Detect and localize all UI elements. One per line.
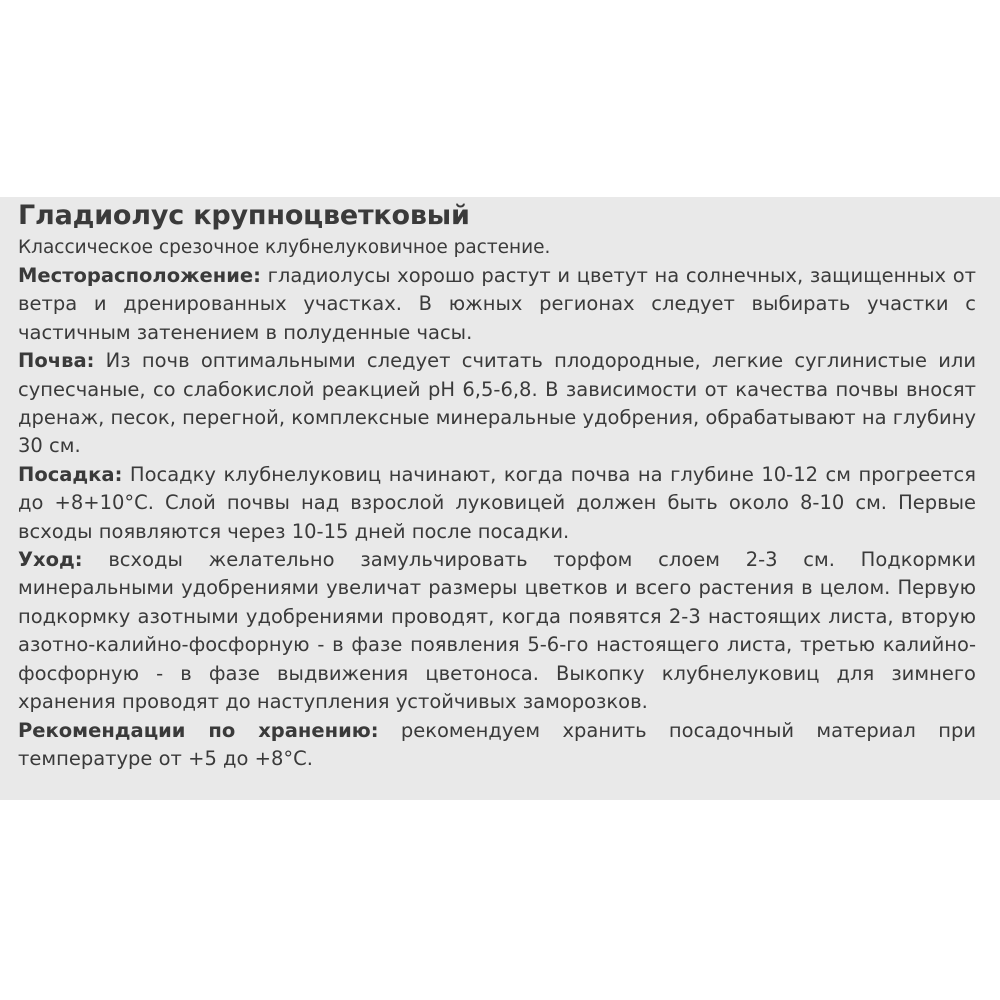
section-location xyxy=(18,262,976,347)
section-care xyxy=(18,546,976,716)
product-subtitle: Классическое срезочное клубнелуковичное растение. xyxy=(18,237,551,258)
section-heading-soil: Почва: xyxy=(18,349,95,373)
section-planting xyxy=(18,461,976,546)
product-description-label xyxy=(18,198,976,773)
section-text-storage: рекомендуем хранить посадочный материал при температуре от +5 до +8°С. xyxy=(18,718,976,770)
section-heading-care: Уход: xyxy=(18,548,83,572)
section-text-care: всходы желательно замульчировать торфом слоем 2-3 см. Подкормки минеральными удобрениями увеличат размеры цветков и всего растения в целом. Первую подкормку азотными удобрениями проводят, когда появятся 2-3 настоящих листа, вторую азотно-калийно-фосфорную - в фазе появления 5-6-го настоящего листа, третью калийно-фосфорную - в фазе выдвижения цветоноса. Выкопку клубнелуковиц для зимнего хранения проводят до наступления устойчивых заморозков. xyxy=(18,548,976,714)
section-heading-planting: Посадка: xyxy=(18,462,123,486)
section-text-soil: Из почв оптимальными следует считать плодородные, легкие суглинистые или супесчаные, со слабокислой реакцией pH 6,5-6,8. В зависимости от качества почвы вносят дренаж, песок, перегной, комплексные минеральные удобрения, обрабатывают на глубину 30 см. xyxy=(18,349,977,458)
section-heading-storage: Рекомендации по хранению: xyxy=(18,718,379,742)
section-text-location: гладиолусы хорошо растут и цветут на солнечных, защищенных от ветра и дренированных участках. В южных регионах следует выбирать участки с частичным затенением в полуденные часы. xyxy=(18,264,977,344)
section-text-planting: Посадку клубнелуковиц начинают, когда почва на глубине 10-12 см прогреется до +8+10°С. Слой почвы над взрослой луковицей должен быть около 8-10 см. Первые всходы появляются через 10-15 дней после посадки. xyxy=(18,462,976,543)
product-title: Гладиолус крупноцветковый xyxy=(18,200,470,231)
section-storage xyxy=(18,717,976,774)
section-heading-location: Месторасположение: xyxy=(18,264,261,287)
section-soil xyxy=(18,347,976,461)
